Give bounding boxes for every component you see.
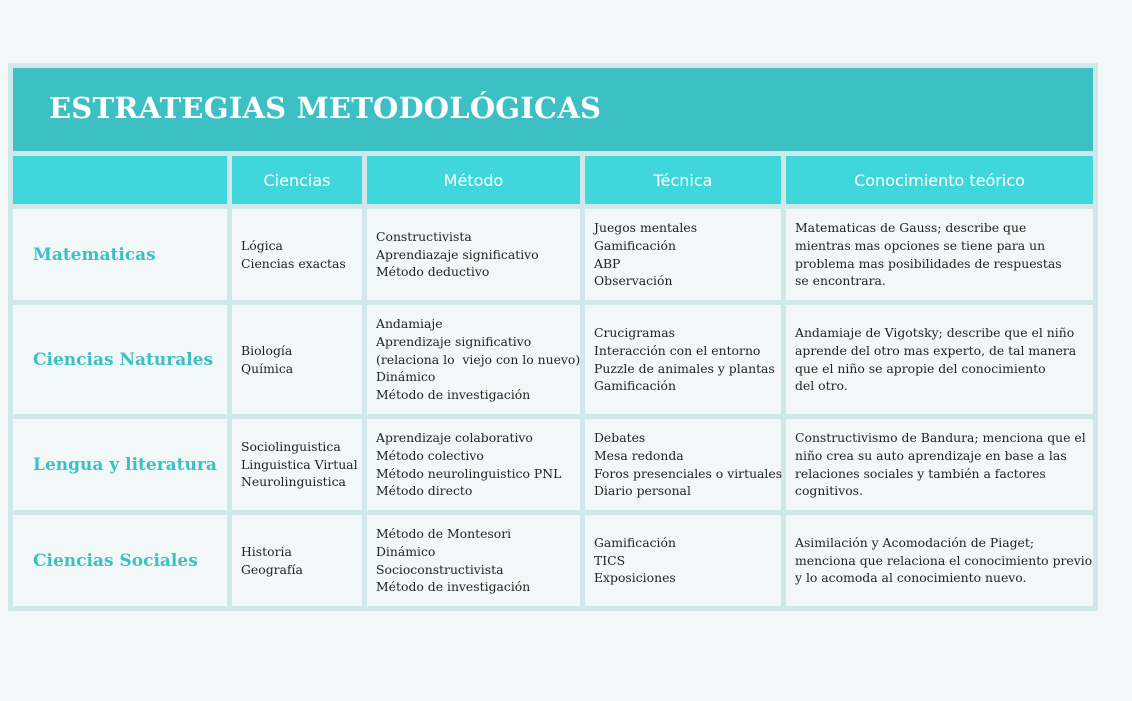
cell-line: Neurolinguistica <box>241 474 346 490</box>
metodo-cell <box>367 209 580 300</box>
cell-line: Biología <box>241 342 293 358</box>
cell-line: problema mas posibilidades de respuestas <box>795 255 1062 271</box>
cell-line: Constructivista <box>376 228 472 244</box>
conocimiento-cell <box>786 419 1093 510</box>
conocimiento-cell <box>786 515 1093 606</box>
cell-line: Historia <box>241 543 292 559</box>
cell-line: Linguistica Virtual <box>241 456 358 472</box>
cell-line: Dinámico <box>376 369 436 385</box>
cell-line: Método de investigación <box>376 579 531 595</box>
cell-line: se encontrara. <box>795 273 886 289</box>
cell-line: Aprendizaje significativo <box>376 333 532 349</box>
cell-line: Mesa redonda <box>594 447 684 463</box>
title-bar <box>13 68 1093 151</box>
cell-line: y lo acomoda al conocimiento nuevo. <box>795 570 1027 586</box>
strategies-table <box>8 63 1098 611</box>
tecnica-cell <box>585 515 781 606</box>
cell-line: del otro. <box>795 378 848 394</box>
cell-line: Socioconstructivista <box>376 561 504 577</box>
ciencias-cell <box>232 305 362 414</box>
cell-line: Método colectivo <box>376 447 484 463</box>
header-cell-ciencias: Ciencias <box>232 156 362 204</box>
row-label: Lengua y literatura <box>13 419 227 510</box>
row-label: Matematicas <box>13 209 227 300</box>
header-cell-empty <box>13 156 227 204</box>
ciencias-cell <box>232 209 362 300</box>
cell-line: relaciones sociales y también a factores <box>795 465 1046 481</box>
cell-line: Aprendizaje colaborativo <box>376 429 533 445</box>
header-cell-conocimiento: Conocimiento teórico <box>786 156 1093 204</box>
cell-line: Ciencias exactas <box>241 255 346 271</box>
ciencias-cell <box>232 419 362 510</box>
cell-line: Dinámico <box>376 543 436 559</box>
cell-line: Matematicas de Gauss; describe que <box>795 219 1027 235</box>
cell-line: Gamificación <box>594 378 676 394</box>
cell-line: Puzzle de animales y plantas <box>594 360 775 376</box>
cell-line: Lógica <box>241 237 283 253</box>
cell-line: Interacción con el entorno <box>594 342 761 358</box>
metodo-cell <box>367 419 580 510</box>
conocimiento-cell <box>786 209 1093 300</box>
row-label: Ciencias Sociales <box>13 515 227 606</box>
cell-line: Constructivismo de Bandura; menciona que el <box>795 429 1086 445</box>
cell-line: Química <box>241 360 294 376</box>
tecnica-cell <box>585 305 781 414</box>
cell-line: niño crea su auto aprendizaje en base a las <box>795 447 1067 463</box>
cell-line: Observación <box>594 273 673 289</box>
cell-line: aprende del otro mas experto, de tal manera <box>795 342 1077 358</box>
cell-line: Método neurolinguistico PNL <box>376 465 562 481</box>
cell-line: Método de Montesori <box>376 525 512 541</box>
metodo-cell <box>367 305 580 414</box>
row-label: Ciencias Naturales <box>13 305 227 414</box>
cell-line: Geografía <box>241 561 303 577</box>
cell-line: (relaciona lo viejo con lo nuevo) <box>376 351 581 367</box>
tecnica-cell <box>585 209 781 300</box>
ciencias-cell <box>232 515 362 606</box>
cell-line: Andamiaje de Vigotsky; describe que el niño <box>795 324 1075 340</box>
metodo-cell <box>367 515 580 606</box>
header-cell-metodo: Método <box>367 156 580 204</box>
cell-line: Debates <box>594 429 646 445</box>
cell-line: Aprendiazaje significativo <box>376 246 539 262</box>
cell-line: Método directo <box>376 483 473 499</box>
cell-line: Diario personal <box>594 483 691 499</box>
cell-line: Gamificación <box>594 237 676 253</box>
tecnica-cell <box>585 419 781 510</box>
header-cell-tecnica: Técnica <box>585 156 781 204</box>
cell-line: Andamiaje <box>376 316 443 331</box>
cell-line: TICS <box>594 552 626 568</box>
cell-line: Método deductivo <box>376 264 490 280</box>
cell-line: Método de investigación <box>376 387 531 403</box>
cell-line: Gamificación <box>594 534 676 550</box>
conocimiento-cell <box>786 305 1093 414</box>
cell-line: Sociolinguistica <box>241 438 341 454</box>
cell-line: Exposiciones <box>594 570 676 586</box>
cell-line: Foros presenciales o virtuales <box>594 465 783 481</box>
cell-line: que el niño se apropie del conocimiento <box>795 360 1046 376</box>
cell-line: Crucigramas <box>594 324 676 340</box>
cell-line: Juegos mentales <box>594 219 698 235</box>
cell-line: mientras mas opciones se tiene para un <box>795 237 1046 253</box>
cell-line: ABP <box>594 255 621 271</box>
cell-line: cognitivos. <box>795 483 863 499</box>
page-title: ESTRATEGIAS METODOLÓGICAS <box>49 91 602 125</box>
cell-line: menciona que relaciona el conocimiento previo <box>795 552 1093 568</box>
cell-line: Asimilación y Acomodación de Piaget; <box>795 534 1035 550</box>
